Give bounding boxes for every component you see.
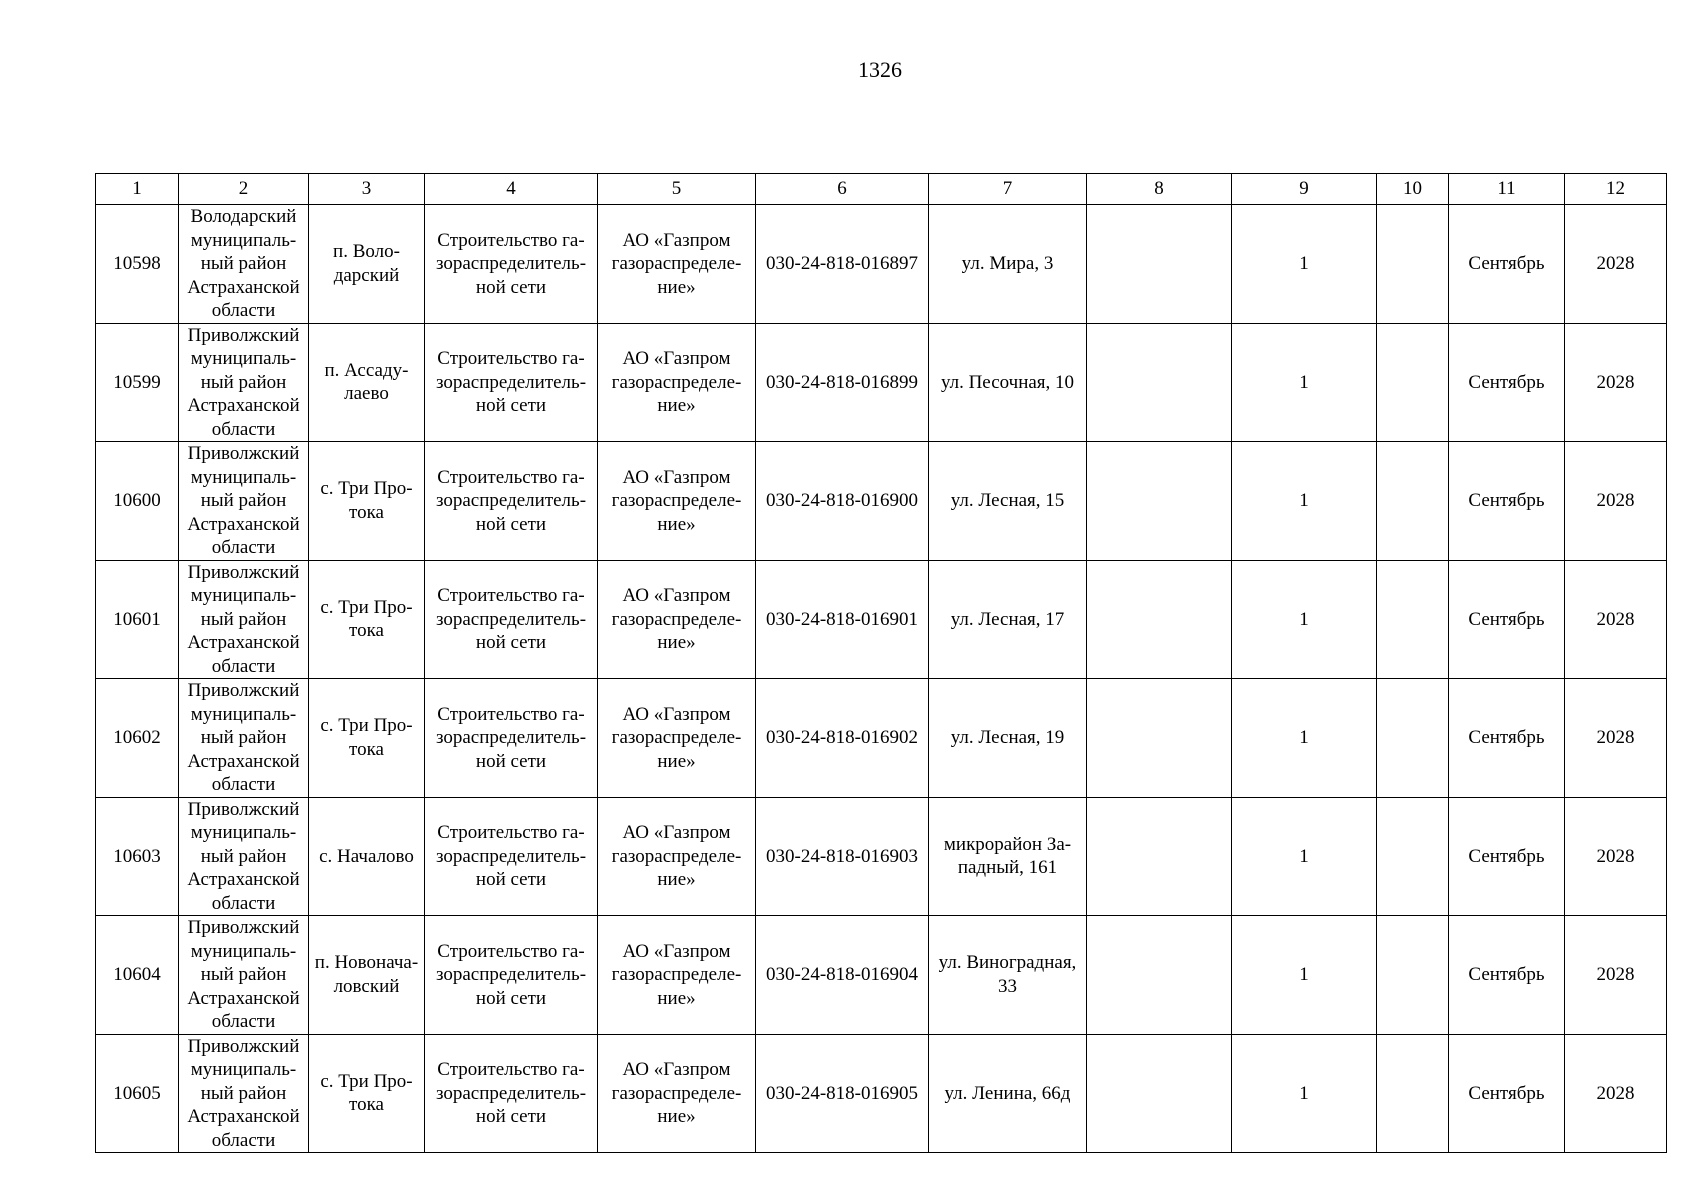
cell-address: микрорайон За- падный, 161 [929,797,1087,916]
cell-id: 10605 [96,1034,179,1153]
column-header: 2 [179,174,309,205]
cell-id: 10599 [96,323,179,442]
column-header: 6 [756,174,929,205]
cell-col9: 1 [1232,560,1377,679]
cell-work: Строительство га- зораспределитель- ной сети [425,205,598,324]
cell-work: Строительство га- зораспределитель- ной сети [425,560,598,679]
cell-work: Строительство га- зораспределитель- ной сети [425,797,598,916]
cell-col8 [1087,1034,1232,1153]
cell-settlement: п. Новонача- ловский [309,916,425,1035]
cell-code: 030-24-818-016901 [756,560,929,679]
cell-code: 030-24-818-016903 [756,797,929,916]
cell-col10 [1377,442,1449,561]
cell-district: Приволжский муниципаль- ный район Астраханской области [179,1034,309,1153]
cell-district: Приволжский муниципаль- ный район Астраханской области [179,442,309,561]
cell-id: 10600 [96,442,179,561]
registry-table [95,173,1667,1153]
cell-col8 [1087,323,1232,442]
cell-month: Сентябрь [1449,442,1565,561]
cell-col8 [1087,442,1232,561]
cell-month: Сентябрь [1449,560,1565,679]
cell-code: 030-24-818-016899 [756,323,929,442]
cell-col9: 1 [1232,205,1377,324]
cell-district: Приволжский муниципаль- ный район Астраханской области [179,679,309,798]
cell-district: Володарский муниципаль- ный район Астраханской области [179,205,309,324]
cell-month: Сентябрь [1449,797,1565,916]
cell-id: 10604 [96,916,179,1035]
column-header: 12 [1565,174,1667,205]
header-row [96,174,1667,205]
cell-col10 [1377,916,1449,1035]
cell-id: 10601 [96,560,179,679]
column-header: 5 [598,174,756,205]
cell-work: Строительство га- зораспределитель- ной сети [425,679,598,798]
cell-address: ул. Лесная, 19 [929,679,1087,798]
cell-year: 2028 [1565,916,1667,1035]
cell-work: Строительство га- зораспределитель- ной сети [425,1034,598,1153]
cell-col10 [1377,323,1449,442]
cell-month: Сентябрь [1449,205,1565,324]
cell-settlement: п. Воло- дарский [309,205,425,324]
column-header: 7 [929,174,1087,205]
column-header: 8 [1087,174,1232,205]
table-row [96,679,1667,798]
column-header: 10 [1377,174,1449,205]
cell-district: Приволжский муниципаль- ный район Астраханской области [179,323,309,442]
cell-id: 10598 [96,205,179,324]
cell-month: Сентябрь [1449,323,1565,442]
cell-address: ул. Лесная, 15 [929,442,1087,561]
cell-settlement: с. Три Про- тока [309,1034,425,1153]
cell-col10 [1377,1034,1449,1153]
cell-code: 030-24-818-016900 [756,442,929,561]
cell-code: 030-24-818-016904 [756,916,929,1035]
cell-col9: 1 [1232,1034,1377,1153]
cell-org: АО «Газпром газораспределе- ние» [598,560,756,679]
cell-org: АО «Газпром газораспределе- ние» [598,797,756,916]
cell-work: Строительство га- зораспределитель- ной сети [425,916,598,1035]
cell-org: АО «Газпром газораспределе- ние» [598,442,756,561]
cell-org: АО «Газпром газораспределе- ние» [598,323,756,442]
cell-address: ул. Виноградная, 33 [929,916,1087,1035]
page-number: 1326 [858,57,902,82]
cell-col8 [1087,560,1232,679]
column-header: 11 [1449,174,1565,205]
cell-address: ул. Ленина, 66д [929,1034,1087,1153]
cell-district: Приволжский муниципаль- ный район Астраханской области [179,916,309,1035]
cell-org: АО «Газпром газораспределе- ние» [598,679,756,798]
cell-settlement: п. Ассаду- лаево [309,323,425,442]
cell-year: 2028 [1565,679,1667,798]
cell-settlement: с. Началово [309,797,425,916]
cell-code: 030-24-818-016905 [756,1034,929,1153]
cell-col9: 1 [1232,797,1377,916]
column-header: 9 [1232,174,1377,205]
cell-month: Сентябрь [1449,679,1565,798]
cell-org: АО «Газпром газораспределе- ние» [598,1034,756,1153]
cell-code: 030-24-818-016897 [756,205,929,324]
cell-year: 2028 [1565,797,1667,916]
cell-col9: 1 [1232,442,1377,561]
cell-year: 2028 [1565,442,1667,561]
cell-settlement: с. Три Про- тока [309,679,425,798]
cell-work: Строительство га- зораспределитель- ной сети [425,323,598,442]
cell-id: 10603 [96,797,179,916]
cell-address: ул. Песочная, 10 [929,323,1087,442]
cell-year: 2028 [1565,323,1667,442]
cell-col9: 1 [1232,916,1377,1035]
cell-org: АО «Газпром газораспределе- ние» [598,916,756,1035]
cell-district: Приволжский муниципаль- ный район Астраханской области [179,560,309,679]
table-row [96,1034,1667,1153]
cell-month: Сентябрь [1449,916,1565,1035]
cell-col10 [1377,205,1449,324]
cell-code: 030-24-818-016902 [756,679,929,798]
cell-year: 2028 [1565,205,1667,324]
table-row [96,560,1667,679]
cell-address: ул. Лесная, 17 [929,560,1087,679]
cell-year: 2028 [1565,1034,1667,1153]
table-row [96,323,1667,442]
cell-org: АО «Газпром газораспределе- ние» [598,205,756,324]
table-row [96,442,1667,561]
column-header: 4 [425,174,598,205]
cell-settlement: с. Три Про- тока [309,560,425,679]
cell-address: ул. Мира, 3 [929,205,1087,324]
cell-col8 [1087,797,1232,916]
cell-work: Строительство га- зораспределитель- ной сети [425,442,598,561]
cell-col8 [1087,679,1232,798]
cell-col8 [1087,916,1232,1035]
column-header: 1 [96,174,179,205]
table-row [96,797,1667,916]
column-header: 3 [309,174,425,205]
cell-col9: 1 [1232,323,1377,442]
cell-col8 [1087,205,1232,324]
table-row [96,205,1667,324]
cell-col9: 1 [1232,679,1377,798]
cell-id: 10602 [96,679,179,798]
cell-district: Приволжский муниципаль- ный район Астраханской области [179,797,309,916]
cell-col10 [1377,797,1449,916]
table-row [96,916,1667,1035]
cell-year: 2028 [1565,560,1667,679]
cell-settlement: с. Три Про- тока [309,442,425,561]
cell-col10 [1377,679,1449,798]
cell-col10 [1377,560,1449,679]
cell-month: Сентябрь [1449,1034,1565,1153]
